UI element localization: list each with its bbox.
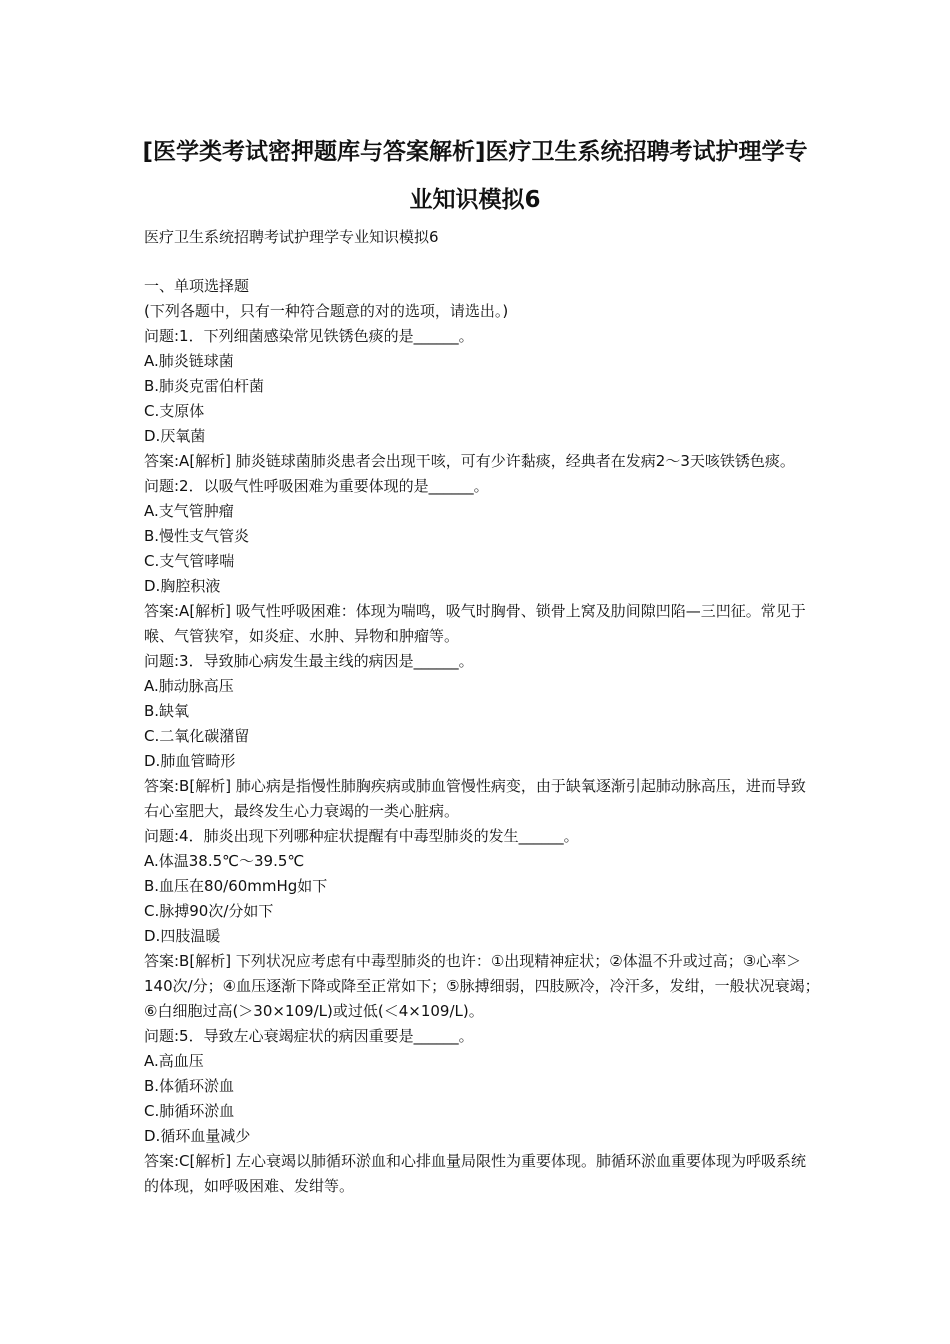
- option-b: B.慢性支气管炎: [144, 527, 250, 545]
- option-c: C.支原体: [144, 402, 205, 420]
- option-b: B.缺氧: [144, 702, 190, 720]
- question-block: [144, 324, 820, 474]
- question-block: [144, 649, 820, 824]
- option-d: D.四肢温暖: [144, 927, 221, 945]
- answer-explanation: 答案:A[解析] 吸气性呼吸困难：体现为喘鸣，吸气时胸骨、锁骨上窝及肋间隙凹陷—三凹征。常见于喉、气管狭窄，如炎症、水肿、异物和肿瘤等。: [144, 602, 806, 645]
- question-stem: 问题:3．导致肺心病发生最主线的病因是______。: [144, 652, 474, 670]
- option-a: A.高血压: [144, 1052, 204, 1070]
- question-stem: 问题:5．导致左心衰竭症状的病因重要是______。: [144, 1027, 474, 1045]
- question-stem: 问题:4．肺炎出现下列哪种症状提醒有中毒型肺炎的发生______。: [144, 827, 579, 845]
- option-d: D.肺血管畸形: [144, 752, 236, 770]
- option-b: B.肺炎克雷伯杆菌: [144, 377, 265, 395]
- option-d: D.厌氧菌: [144, 427, 206, 445]
- option-a: A.体温38.5℃～39.5℃: [144, 852, 305, 870]
- answer-explanation: 答案:C[解析] 左心衰竭以肺循环淤血和心排血量局限性为重要体现。肺循环淤血重要体现为呼吸系统的体现，如呼吸困难、发绀等。: [144, 1152, 807, 1195]
- option-a: A.肺动脉高压: [144, 677, 234, 695]
- question-stem: 问题:1．下列细菌感染常见铁锈色痰的是______。: [144, 327, 474, 345]
- option-b: B.血压在80/60mmHg如下: [144, 877, 328, 895]
- document-title-line-2: 业知识模拟6: [409, 187, 541, 213]
- question-block: [144, 824, 820, 1024]
- section-heading: 一、单项选择题: [144, 277, 250, 295]
- document-title-line-1: [医学类考试密押题库与答案解析]医疗卫生系统招聘考试护理学专: [142, 139, 808, 165]
- document-body: [144, 274, 820, 1199]
- option-d: D.循环血量减少: [144, 1127, 251, 1145]
- answer-explanation: 答案:B[解析] 肺心病是指慢性肺胸疾病或肺血管慢性病变，由于缺氧逐渐引起肺动脉高压，进而导致右心室肥大，最终发生心力衰竭的一类心脏病。: [144, 777, 806, 820]
- question-block: [144, 474, 820, 649]
- document-subtitle: 医疗卫生系统招聘考试护理学专业知识模拟6: [144, 228, 439, 246]
- option-c: C.支气管哮喘: [144, 552, 235, 570]
- question-block: [144, 1024, 820, 1199]
- option-c: C.肺循环淤血: [144, 1102, 235, 1120]
- question-stem: 问题:2．以吸气性呼吸困难为重要体现的是______。: [144, 477, 489, 495]
- option-c: C.二氧化碳潴留: [144, 727, 250, 745]
- answer-explanation: 答案:B[解析] 下列状况应考虑有中毒型肺炎的也许：①出现精神症状；②体温不升或过高；③心率＞140次/分；④血压逐渐下降或降至正常如下；⑤脉搏细弱，四肢厥冷，冷汗多，发绀，一般状况衰竭；⑥白细胞过高(＞30×109/L)或过低(＜4×109/L)。: [144, 952, 820, 1020]
- answer-explanation: 答案:A[解析] 肺炎链球菌肺炎患者会出现干咳，可有少许黏痰，经典者在发病2～3天咳铁锈色痰。: [144, 452, 795, 470]
- option-d: D.胸腔积液: [144, 577, 221, 595]
- option-c: C.脉搏90次/分如下: [144, 902, 274, 920]
- option-a: A.肺炎链球菌: [144, 352, 234, 370]
- option-a: A.支气管肿瘤: [144, 502, 234, 520]
- option-b: B.体循环淤血: [144, 1077, 235, 1095]
- instructions: (下列各题中，只有一种符合题意的对的选项，请选出。): [144, 302, 509, 320]
